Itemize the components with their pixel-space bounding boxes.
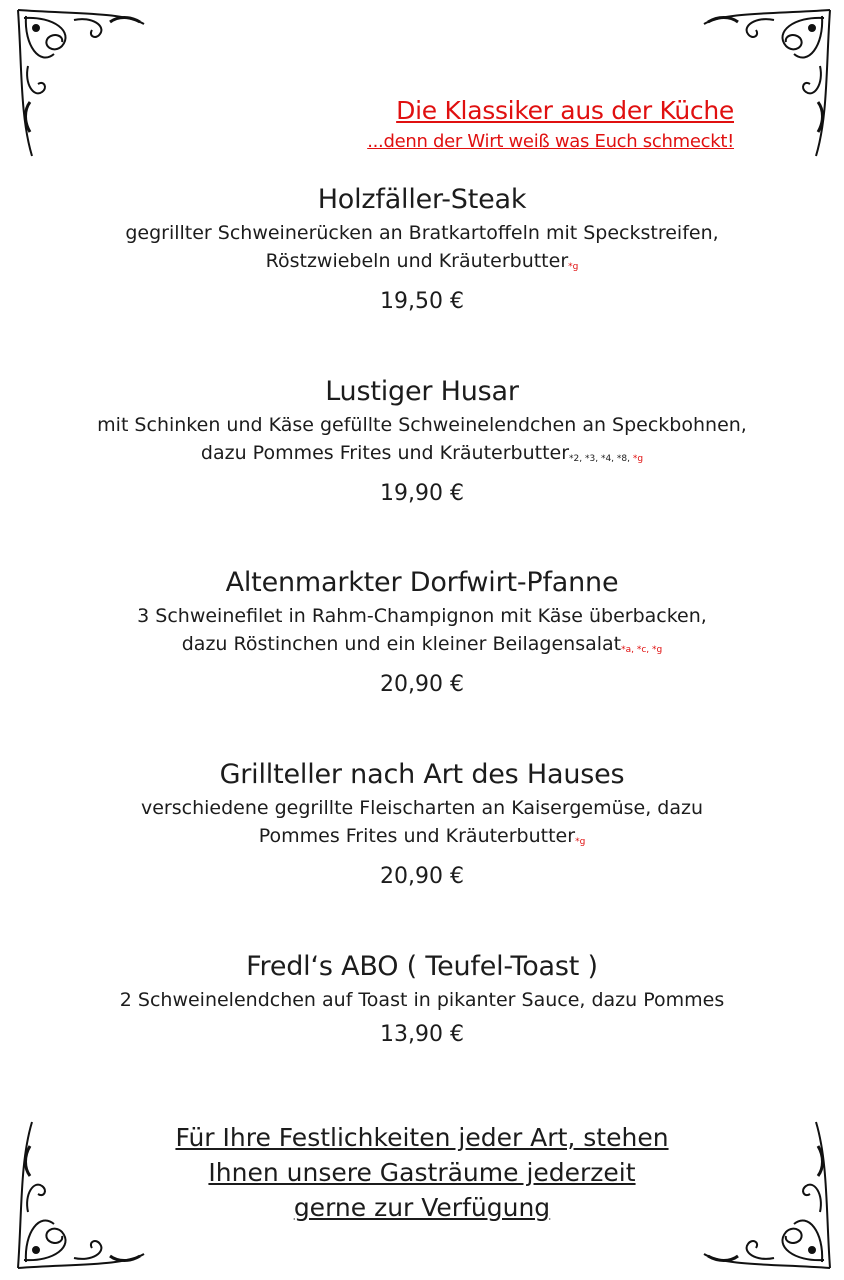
footer-line: Für Ihre Festlichkeiten jeder Art, stehen <box>175 1123 669 1152</box>
dish-description-line: dazu Röstinchen und ein kleiner Beilagensalat*a, *c, *g <box>181 633 663 655</box>
dish-price: 20,90 € <box>380 672 464 697</box>
dish-description-line: Röstzwiebeln und Kräuterbutter*g <box>265 250 579 272</box>
dish-description-line: dazu Pommes Frites und Kräuterbutter*2, *3, *4, *8, *g <box>200 442 644 464</box>
dish-description <box>0 219 844 281</box>
footer-note <box>0 1120 844 1225</box>
dish-price: 20,90 € <box>380 864 464 889</box>
dish-description-line: 2 Schweinelendchen auf Toast in pikanter Sauce, dazu Pommes <box>119 989 725 1011</box>
dish-description <box>0 602 844 664</box>
dish-name: Holzfäller-Steak <box>317 184 527 215</box>
dish-description-line: verschiedene gegrillte Fleischarten an Kaisergemüse, dazu <box>140 797 704 819</box>
dish-description-line: gegrillter Schweinerücken an Bratkartoffeln mit Speckstreifen, <box>125 222 719 244</box>
dish-price: 13,90 € <box>380 1022 464 1047</box>
dish-description <box>0 411 844 473</box>
footer-line: gerne zur Verfügung <box>293 1193 551 1222</box>
dish-description-line: Pommes Frites und Kräuterbutter*g <box>258 825 586 847</box>
allergen-codes: *a, *c, *g <box>621 645 663 655</box>
menu-item <box>0 567 844 697</box>
dish-name: Grillteller nach Art des Hauses <box>219 759 625 790</box>
dish-name: Altenmarkter Dorfwirt-Pfanne <box>225 567 619 598</box>
menu-item <box>0 376 844 506</box>
dish-name: Lustiger Husar <box>325 376 519 407</box>
allergen-codes: *g <box>568 262 579 272</box>
dish-description-line: 3 Schweinefilet in Rahm-Champignon mit Käse überbacken, <box>137 605 707 627</box>
dish-price: 19,90 € <box>380 481 464 506</box>
ornament-corner-top-left-icon <box>14 6 154 166</box>
dish-price: 19,50 € <box>380 289 464 314</box>
allergen-codes: *2, *3, *4, *8, *g <box>569 454 644 464</box>
footer-line: Ihnen unsere Gasträume jederzeit <box>208 1158 636 1187</box>
dish-name: Fredl‘s ABO ( Teufel-Toast ) <box>246 951 598 982</box>
menu-item <box>0 759 844 889</box>
allergen-codes: *g <box>575 837 586 847</box>
menu-header <box>367 96 734 152</box>
dish-description <box>0 794 844 856</box>
menu-subtitle: ...denn der Wirt weiß was Euch schmeckt! <box>367 131 734 152</box>
menu-title: Die Klassiker aus der Küche <box>396 96 734 125</box>
menu-item <box>0 951 844 1047</box>
dish-description-line: mit Schinken und Käse gefüllte Schweinelendchen an Speckbohnen, <box>97 414 747 436</box>
dish-description <box>0 986 844 1014</box>
menu-item <box>0 184 844 314</box>
